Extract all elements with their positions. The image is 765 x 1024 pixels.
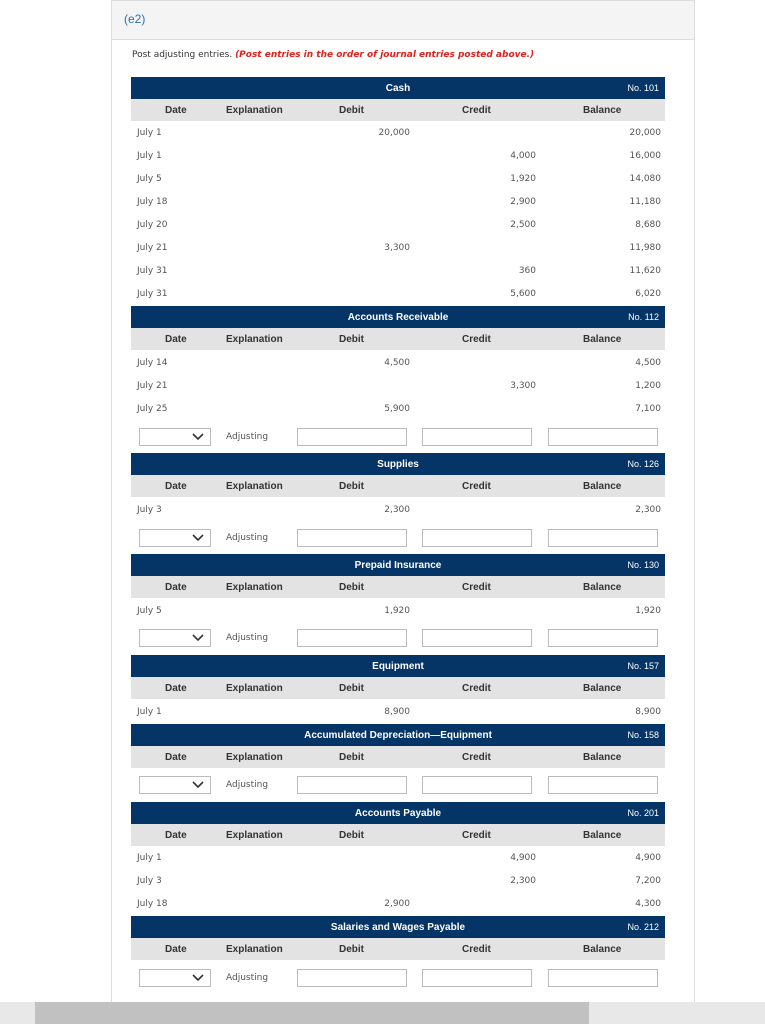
ledger-row <box>131 899 665 913</box>
account-name: Equipment <box>372 661 424 672</box>
debit-input[interactable] <box>297 776 407 794</box>
ledger-row <box>131 289 665 303</box>
row-balance: 6,020 <box>635 289 661 299</box>
column-header-date: Date <box>165 334 187 345</box>
row-date: July 3 <box>137 876 162 886</box>
chevron-down-icon <box>192 433 204 441</box>
row-date: July 18 <box>137 197 168 207</box>
chevron-down-icon <box>192 534 204 542</box>
row-date: July 25 <box>137 404 168 414</box>
row-balance: 14,080 <box>629 174 661 184</box>
column-header-balance: Balance <box>583 334 622 345</box>
row-balance: 1,920 <box>635 606 661 616</box>
instructions-text: Post adjusting entries. <box>132 50 233 60</box>
explanation-adjusting: Adjusting <box>226 432 269 442</box>
row-debit: 2,300 <box>384 505 410 515</box>
row-debit: 8,900 <box>384 707 410 717</box>
row-balance: 8,900 <box>635 707 661 717</box>
column-header-credit: Credit <box>462 752 491 763</box>
explanation-adjusting: Adjusting <box>226 973 269 983</box>
row-date: July 18 <box>137 899 168 909</box>
account-title-bar <box>131 655 665 677</box>
row-date: July 1 <box>137 128 162 138</box>
ledger-row <box>131 151 665 165</box>
ledger-row <box>131 174 665 188</box>
ledger-row <box>131 404 665 418</box>
account-name: Cash <box>385 83 411 94</box>
account-title-bar <box>131 554 665 576</box>
row-debit: 5,900 <box>384 404 410 414</box>
row-date: July 31 <box>137 266 168 276</box>
ledger-ar <box>131 306 665 442</box>
ledger-accum <box>131 724 665 790</box>
debit-input[interactable] <box>297 428 407 446</box>
column-header-date: Date <box>165 481 187 492</box>
chevron-down-icon <box>192 974 204 982</box>
row-credit: 2,300 <box>510 876 536 886</box>
account-number: No. 158 <box>627 730 659 740</box>
column-header-debit: Debit <box>339 582 364 593</box>
ledger-row <box>131 381 665 395</box>
adjusting-entry-row <box>131 967 665 989</box>
row-credit: 5,600 <box>510 289 536 299</box>
credit-input[interactable] <box>422 969 532 987</box>
column-header-debit: Debit <box>339 105 364 116</box>
balance-input[interactable] <box>548 428 658 446</box>
instructions-warning: (Post entries in the order of journal entries posted above.) <box>235 50 535 60</box>
account-number: No. 201 <box>627 808 659 818</box>
row-date: July 14 <box>137 358 168 368</box>
debit-input[interactable] <box>297 529 407 547</box>
ledger-row <box>131 243 665 257</box>
account-title-bar <box>131 802 665 824</box>
balance-input[interactable] <box>548 529 658 547</box>
date-select[interactable] <box>139 969 211 987</box>
debit-input[interactable] <box>297 629 407 647</box>
account-title-bar <box>131 916 665 938</box>
row-credit: 4,900 <box>510 853 536 863</box>
column-header-explanation: Explanation <box>226 752 283 763</box>
column-header-debit: Debit <box>339 683 364 694</box>
row-debit: 2,900 <box>384 899 410 909</box>
column-header-credit: Credit <box>462 105 491 116</box>
ledger-row <box>131 707 665 721</box>
ledger-equipment <box>131 655 665 717</box>
explanation-adjusting: Adjusting <box>226 780 269 790</box>
column-header-date: Date <box>165 683 187 694</box>
column-header-balance: Balance <box>583 752 622 763</box>
column-headers <box>131 677 665 699</box>
ledger-row <box>131 853 665 867</box>
ledger-prepaid <box>131 554 665 643</box>
column-header-credit: Credit <box>462 334 491 345</box>
row-date: July 21 <box>137 381 168 391</box>
panel-header <box>112 0 694 40</box>
date-select[interactable] <box>139 629 211 647</box>
column-headers <box>131 99 665 121</box>
row-date: July 1 <box>137 707 162 717</box>
column-header-credit: Credit <box>462 481 491 492</box>
row-date: July 5 <box>137 174 162 184</box>
row-credit: 1,920 <box>510 174 536 184</box>
column-header-date: Date <box>165 105 187 116</box>
account-number: No. 157 <box>627 661 659 671</box>
ledger-row <box>131 197 665 211</box>
balance-input[interactable] <box>548 969 658 987</box>
account-number: No. 130 <box>627 560 659 570</box>
account-title-bar <box>131 453 665 475</box>
date-select[interactable] <box>139 776 211 794</box>
account-name: Supplies <box>377 459 419 470</box>
row-balance: 1,200 <box>635 381 661 391</box>
explanation-adjusting: Adjusting <box>226 633 269 643</box>
column-header-debit: Debit <box>339 752 364 763</box>
account-number: No. 101 <box>627 83 659 93</box>
column-headers <box>131 328 665 350</box>
ledger-row <box>131 128 665 142</box>
row-debit: 1,920 <box>384 606 410 616</box>
adjusting-entry-row <box>131 627 665 649</box>
column-header-balance: Balance <box>583 105 622 116</box>
account-name: Salaries and Wages Payable <box>330 922 466 933</box>
ledger-row <box>131 505 665 519</box>
scrollbar-thumb[interactable] <box>35 1002 589 1024</box>
chevron-down-icon <box>192 634 204 642</box>
column-header-debit: Debit <box>339 334 364 345</box>
column-header-debit: Debit <box>339 481 364 492</box>
row-balance: 8,680 <box>635 220 661 230</box>
ledger-row <box>131 266 665 280</box>
row-date: July 3 <box>137 505 162 515</box>
ledger-ap <box>131 802 665 909</box>
row-balance: 11,180 <box>629 197 661 207</box>
row-balance: 11,980 <box>629 243 661 253</box>
column-header-balance: Balance <box>583 830 622 841</box>
column-header-explanation: Explanation <box>226 105 283 116</box>
row-debit: 4,500 <box>384 358 410 368</box>
ledger-row <box>131 358 665 372</box>
row-date: July 5 <box>137 606 162 616</box>
horizontal-scrollbar[interactable] <box>0 1002 765 1024</box>
ledger-supplies <box>131 453 665 543</box>
credit-input[interactable] <box>422 428 532 446</box>
row-balance: 11,620 <box>629 266 661 276</box>
account-title-bar <box>131 724 665 746</box>
adjusting-entry-row <box>131 527 665 549</box>
column-header-explanation: Explanation <box>226 830 283 841</box>
balance-input[interactable] <box>548 629 658 647</box>
row-credit: 2,500 <box>510 220 536 230</box>
account-title-bar <box>131 77 665 99</box>
column-headers <box>131 938 665 960</box>
column-header-date: Date <box>165 944 187 955</box>
ledger-row <box>131 220 665 234</box>
account-name: Accounts Payable <box>354 808 442 819</box>
column-header-debit: Debit <box>339 944 364 955</box>
account-name: Accumulated Depreciation—Equipment <box>304 730 492 741</box>
column-headers <box>131 746 665 768</box>
column-headers <box>131 824 665 846</box>
row-credit: 360 <box>518 266 536 276</box>
row-balance: 2,300 <box>635 505 661 515</box>
ledger-row <box>131 876 665 890</box>
date-select[interactable] <box>139 529 211 547</box>
column-header-date: Date <box>165 752 187 763</box>
column-header-date: Date <box>165 582 187 593</box>
row-balance: 4,900 <box>635 853 661 863</box>
ledger-salaries <box>131 916 665 983</box>
account-number: No. 212 <box>627 922 659 932</box>
column-header-debit: Debit <box>339 830 364 841</box>
balance-input[interactable] <box>548 776 658 794</box>
column-header-balance: Balance <box>583 582 622 593</box>
row-credit: 3,300 <box>510 381 536 391</box>
row-balance: 4,500 <box>635 358 661 368</box>
column-header-credit: Credit <box>462 830 491 841</box>
row-credit: 4,000 <box>510 151 536 161</box>
row-date: July 31 <box>137 289 168 299</box>
column-header-explanation: Explanation <box>226 944 283 955</box>
date-select[interactable] <box>139 428 211 446</box>
column-header-explanation: Explanation <box>226 683 283 694</box>
column-header-explanation: Explanation <box>226 582 283 593</box>
column-header-balance: Balance <box>583 683 622 694</box>
section-label: (e2) <box>124 12 146 26</box>
account-number: No. 112 <box>628 312 659 322</box>
row-date: July 1 <box>137 853 162 863</box>
credit-input[interactable] <box>422 776 532 794</box>
column-header-credit: Credit <box>462 683 491 694</box>
column-header-credit: Credit <box>462 582 491 593</box>
account-name: Accounts Receivable <box>347 312 449 323</box>
row-debit: 20,000 <box>378 128 410 138</box>
column-headers <box>131 475 665 497</box>
explanation-adjusting: Adjusting <box>226 533 269 543</box>
row-date: July 1 <box>137 151 162 161</box>
row-date: July 20 <box>137 220 168 230</box>
column-header-balance: Balance <box>583 944 622 955</box>
adjusting-entry-row <box>131 426 665 448</box>
credit-input[interactable] <box>422 529 532 547</box>
instructions <box>132 50 534 60</box>
account-name: Prepaid Insurance <box>354 560 442 571</box>
chevron-down-icon <box>192 781 204 789</box>
row-balance: 4,300 <box>635 899 661 909</box>
row-balance: 7,100 <box>635 404 661 414</box>
adjusting-entry-row <box>131 774 665 796</box>
column-header-date: Date <box>165 830 187 841</box>
column-headers <box>131 576 665 598</box>
row-debit: 3,300 <box>384 243 410 253</box>
debit-input[interactable] <box>297 969 407 987</box>
column-header-balance: Balance <box>583 481 622 492</box>
credit-input[interactable] <box>422 629 532 647</box>
row-credit: 2,900 <box>510 197 536 207</box>
column-header-explanation: Explanation <box>226 334 283 345</box>
row-balance: 16,000 <box>629 151 661 161</box>
row-date: July 21 <box>137 243 168 253</box>
account-number: No. 126 <box>627 459 659 469</box>
ledger-cash <box>131 77 665 299</box>
column-header-explanation: Explanation <box>226 481 283 492</box>
row-balance: 7,200 <box>635 876 661 886</box>
row-balance: 20,000 <box>629 128 661 138</box>
ledger-row <box>131 606 665 620</box>
account-title-bar <box>131 306 665 328</box>
column-header-credit: Credit <box>462 944 491 955</box>
